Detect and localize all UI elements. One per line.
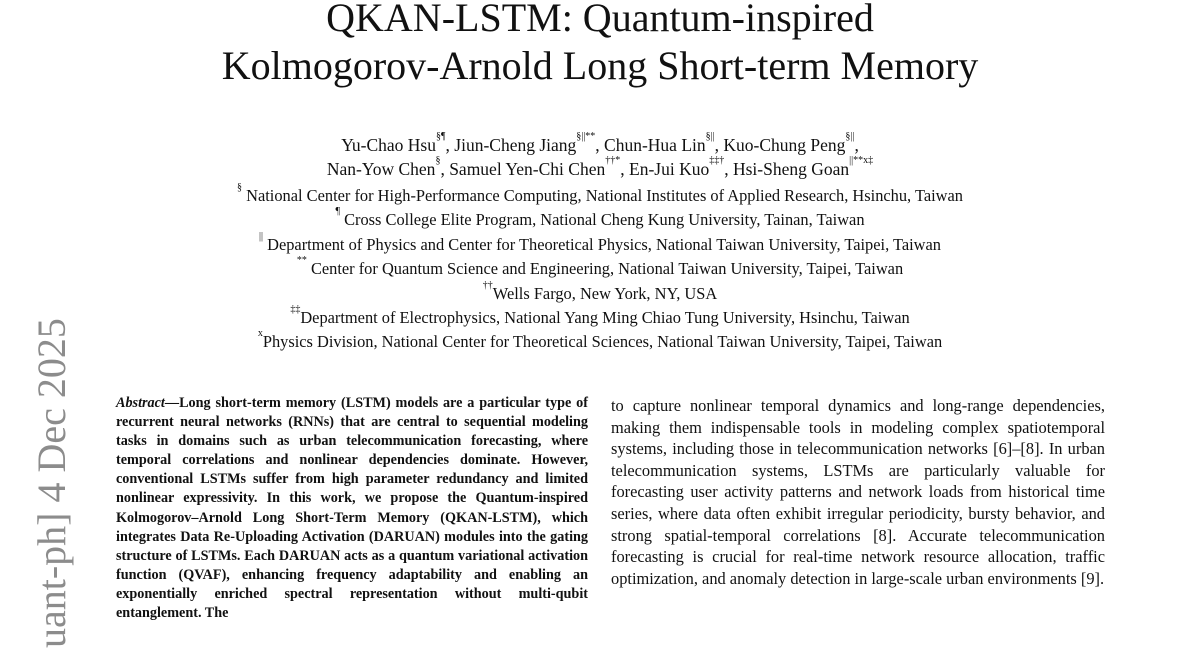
author-affiliation-mark: ‡‡† — [709, 155, 725, 166]
affiliation-line — [0, 279, 1200, 306]
author-affiliation-mark: §|| — [845, 131, 855, 142]
author-row — [0, 157, 1200, 181]
author-separator: , — [440, 159, 450, 179]
author-affiliation-mark: ||**x‡ — [849, 155, 874, 166]
arxiv-side-identifier: uant-ph] 4 Dec 2025 — [29, 318, 74, 648]
introduction-column — [611, 395, 1105, 589]
affiliation-line — [0, 208, 1200, 232]
affiliation-text: National Center for High-Performance Computing, National Institutes of Applied Research, Hsinchu, Taiwan — [242, 186, 963, 205]
author-name: Kuo-Chung Peng — [723, 135, 846, 155]
author-name: Nan-Yow Chen — [326, 159, 436, 179]
author-list — [0, 133, 1200, 181]
affiliation-text: Physics Division, National Center for Theoretical Sciences, National Taiwan University, Taipei, Taiwan — [262, 332, 943, 352]
author-separator: , — [724, 159, 733, 179]
affiliation-mark: ** — [296, 255, 307, 267]
affiliation-line — [0, 306, 1200, 330]
author-row — [0, 133, 1200, 157]
author-name: Chun-Hua Lin — [604, 135, 706, 155]
affiliation-text: Cross College Elite Program, National Cheng Kung University, Tainan, Taiwan — [339, 210, 865, 230]
abstract-lead: Abstract — [116, 395, 165, 411]
author-name: Hsi-Sheng Goan — [732, 159, 850, 179]
affiliation-text: Department of Electrophysics, National Yang Ming Chiao Tung University, Hsinchu, Taiwan — [300, 308, 910, 328]
author-name: En-Jui Kuo — [629, 159, 710, 179]
abstract-column — [116, 394, 588, 623]
affiliation-line — [0, 230, 1200, 257]
introduction-text: to capture nonlinear temporal dynamics and long-range dependencies, making them indispensable tools in modeling complex spatiotemporal systems, including those in telecommunication networks [6]–[8]. In urban telecommunication systems, LSTMs are particularly valuable for forecasting user activity patterns and network loads from historical time series, where data often exhibit irregular periodicity, bursty behavior, and strong spatial-temporal correlations [8]. Accurate telecommunication forecasting is crucial for real-time network resource allocation, traffic optimization, and anomaly detection in large-scale urban environments [9]. — [611, 396, 1105, 588]
author-affiliation-mark: §|| — [705, 131, 715, 142]
author-affiliation-mark: §||** — [576, 131, 596, 142]
author-separator: , — [445, 135, 455, 155]
affiliation-text: Center for Quantum Science and Engineering, National Taiwan University, Taipei, Taiwan — [306, 259, 904, 279]
affiliation-mark: ‡‡ — [290, 304, 301, 316]
affiliation-list — [0, 184, 1200, 355]
title-line-1: QKAN-LSTM: Quantum-inspired — [326, 0, 874, 40]
author-name: Yu-Chao Hsu — [341, 135, 436, 155]
title-line-2: Kolmogorov-Arnold Long Short-term Memory — [221, 43, 979, 88]
affiliation-mark: x — [257, 328, 263, 340]
author-separator: , — [854, 135, 859, 155]
author-separator: , — [714, 135, 724, 155]
paper-title — [0, 0, 1200, 90]
author-affiliation-mark: §¶ — [435, 131, 446, 142]
author-affiliation-mark: ††* — [605, 155, 621, 166]
author-affiliation-mark: § — [435, 155, 441, 166]
affiliation-mark: § — [237, 182, 243, 193]
affiliation-line — [0, 257, 1200, 281]
affiliation-line — [0, 330, 1200, 354]
affiliation-mark: ¶ — [335, 206, 340, 218]
author-name: Samuel Yen-Chi Chen — [449, 159, 606, 179]
affiliation-line — [0, 184, 1200, 208]
affiliation-text: Wells Fargo, New York, NY, USA — [492, 283, 718, 303]
affiliation-text: Department of Physics and Center for Theoretical Physics, National Taiwan University, Taipei, Taiwan — [263, 234, 941, 254]
affiliation-mark: || — [259, 230, 264, 242]
abstract-body: —Long short-term memory (LSTM) models are a particular type of recurrent neural networks (RNNs) that are central to sequential modeling tasks in domains such as urban telecommunication forecasting, where temporal correlations and nonlinear dependencies dominate. However, conventional LSTMs suffer from high parameter redundancy and limited nonlinear expressivity. In this work, we propose the Quantum-inspired Kolmogorov–Arnold Long Short-Term Memory (QKAN-LSTM), which integrates Data Re-Uploading Activation (DARUAN) modules into the gating structure of LSTMs. Each DARUAN acts as a quantum variational activation function (QVAF), enhancing frequency adaptability and enabling an exponentially enriched spectral representation without multi-qubit entanglement. The — [116, 395, 588, 622]
author-name: Jiun-Cheng Jiang — [454, 135, 577, 155]
author-separator: , — [595, 135, 605, 155]
affiliation-mark: †† — [482, 279, 493, 291]
author-separator: , — [620, 159, 629, 179]
